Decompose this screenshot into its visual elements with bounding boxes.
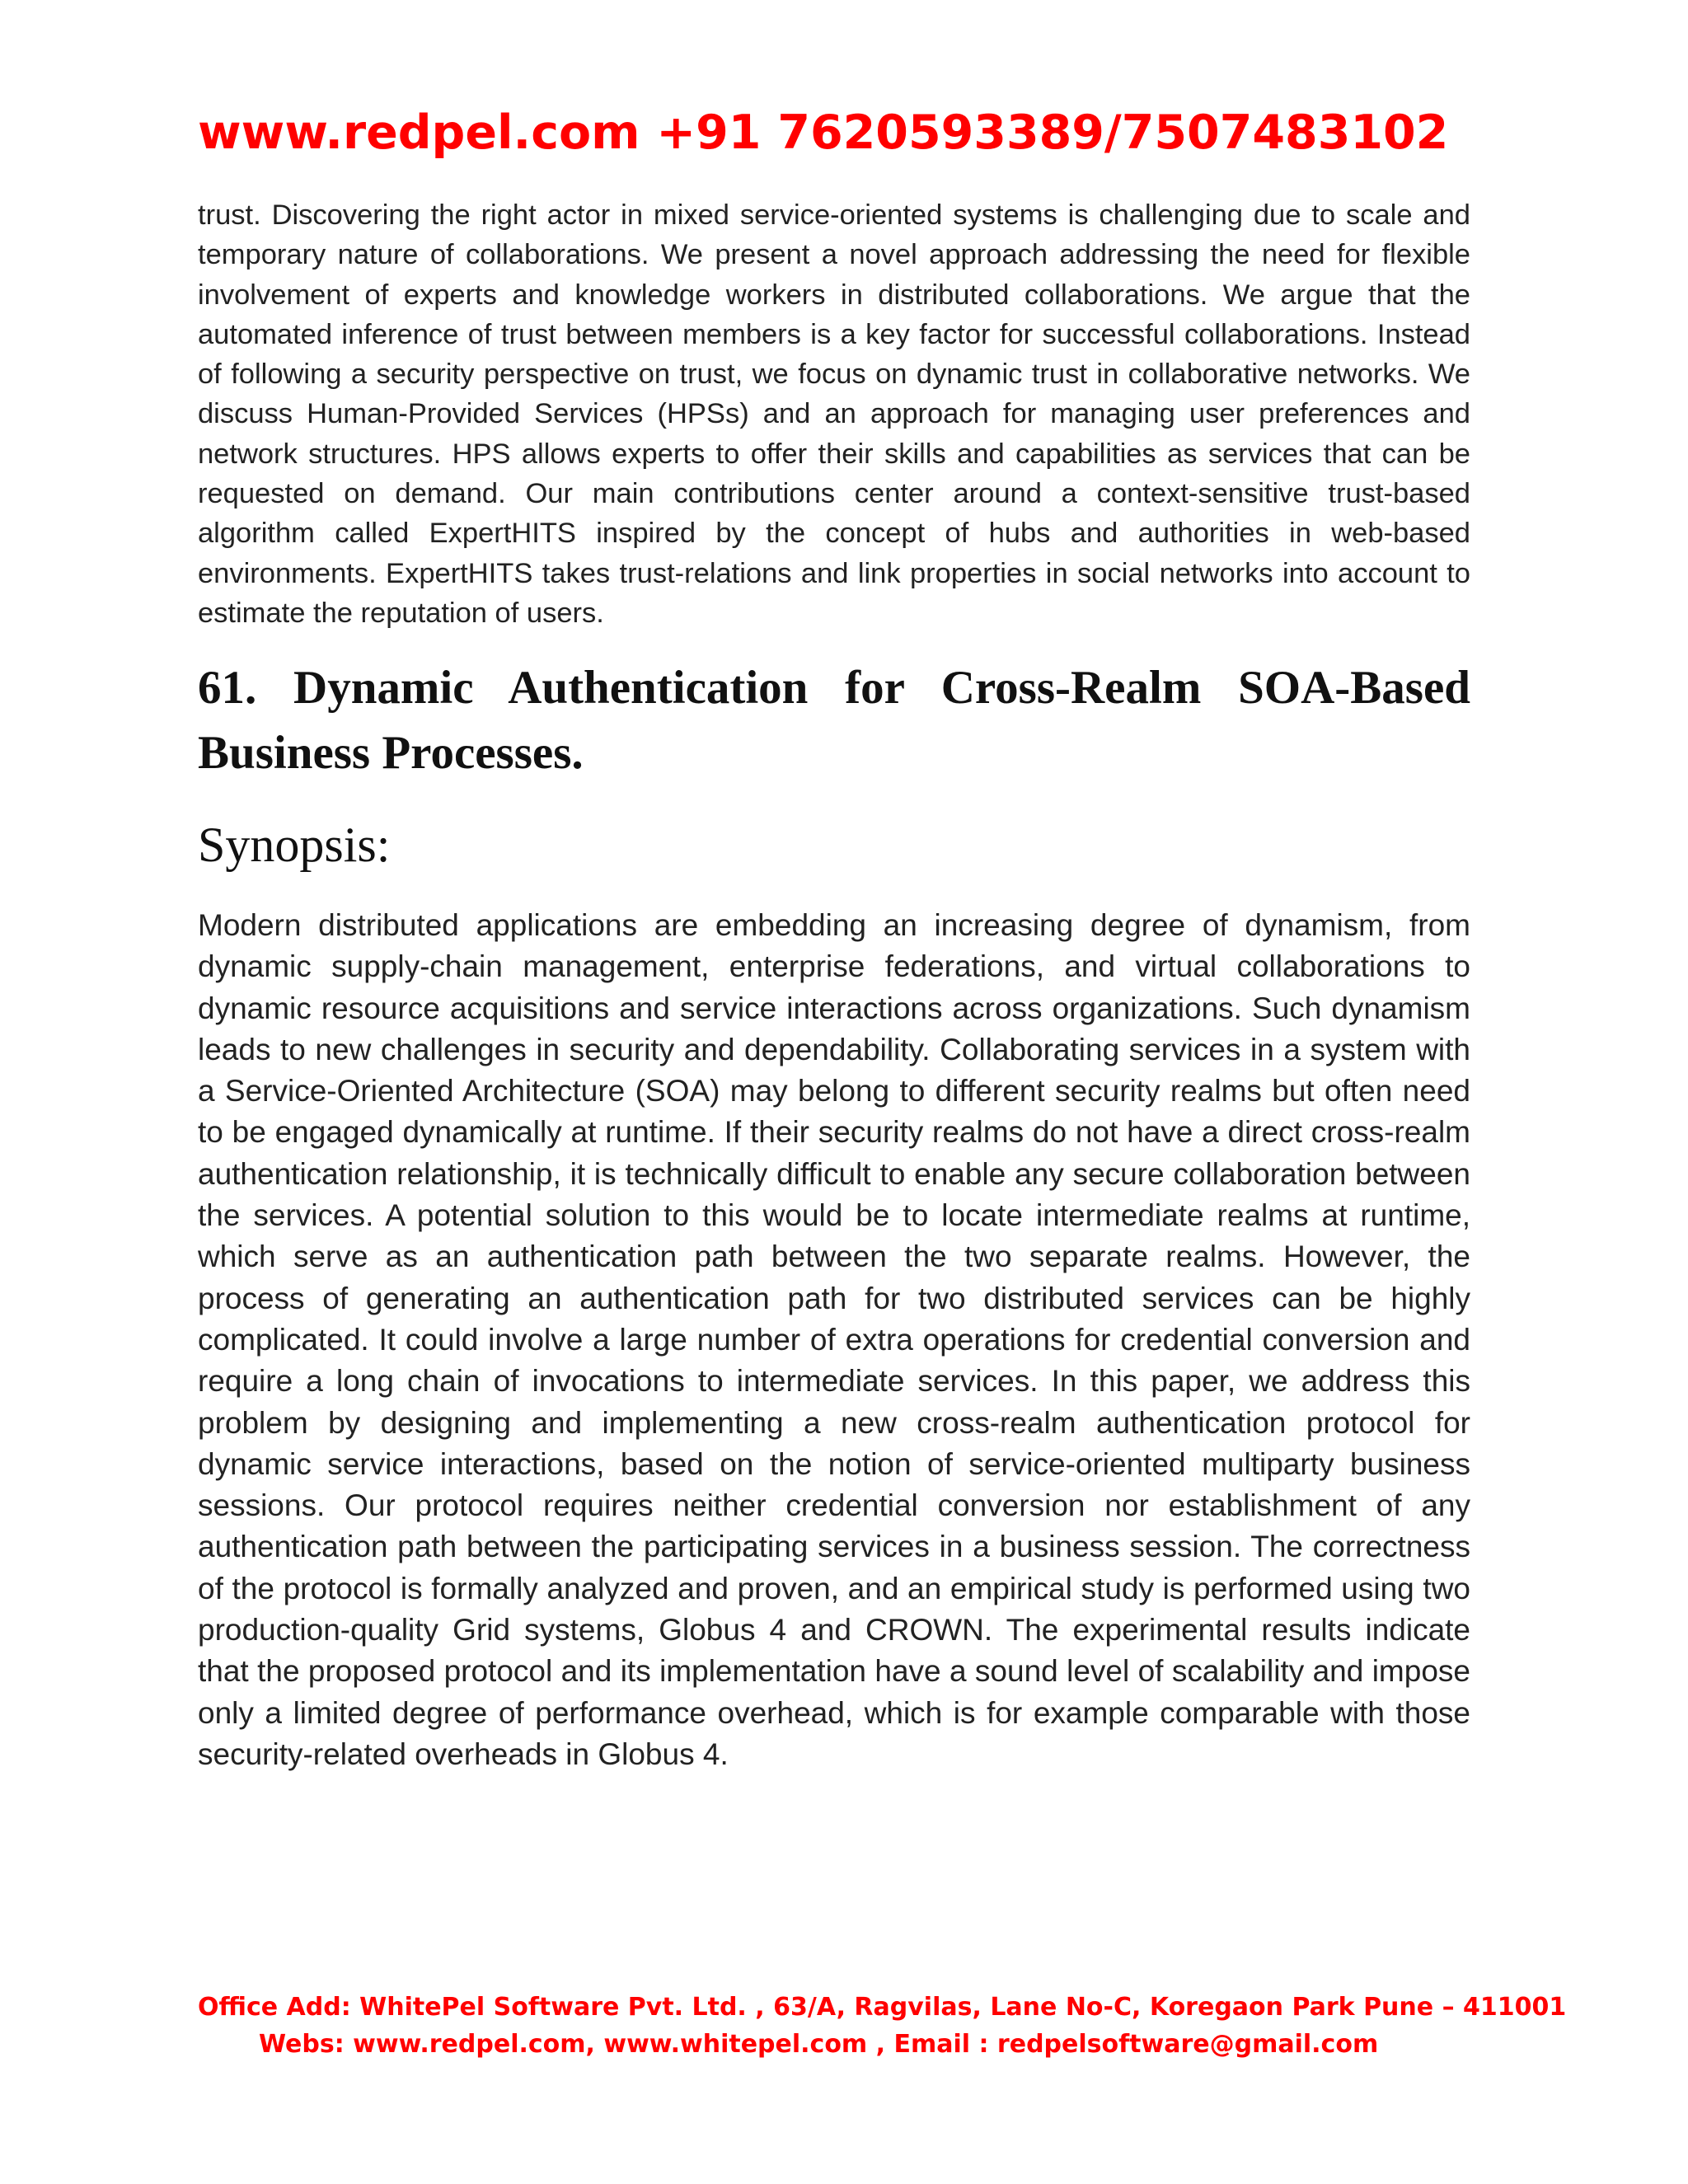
header-contact-line: www.redpel.com +91 7620593389/7507483102 bbox=[198, 105, 1449, 160]
continued-paragraph: trust. Discovering the right actor in mixed service-oriented systems is challenging due to scale and temporary nature of collaborations. We present a novel approach addressing the need for flexible involvement of experts and knowledge workers in distributed collaborations. We argue that the automated inference of trust between members is a key factor for successful collaborations. Instead of following a security perspective on trust, we focus on dynamic trust in collaborative networks. We discuss Human-Provided Services (HPSs) and an approach for managing user preferences and network structures. HPS allows experts to offer their skills and capabilities as services that can be requested on demand. Our main contributions center around a context-sensitive trust-based algorithm called ExpertHITS inspired by the concept of hubs and authorities in web-based environments. ExpertHITS takes trust-relations and link properties in social networks into account to estimate the reputation of users. bbox=[198, 199, 1470, 629]
footer-web-contact: Webs: www.redpel.com, www.whitepel.com , Email : redpelsoftware@gmail.com bbox=[259, 2030, 1379, 2059]
synopsis-heading: Synopsis: bbox=[198, 818, 391, 872]
synopsis-paragraph: Modern distributed applications are embedding an increasing degree of dynamism, from dynamic supply-chain management, enterprise federations, and virtual collaborations to dynamic resource acquisitions and service interactions across organizations. Such dynamism leads to new challenges in security and dependability. Collaborating services in a system with a Service-Oriented Architecture (SOA) may belong to different security realms but often need to be engaged dynamically at runtime. If their security realms do not have a direct cross-realm authentication relationship, it is technically difficult to enable any secure collaboration between the services. A potential solution to this would be to locate intermediate realms at runtime, which serve as an authentication path between the two separate realms. However, the process of generating an authentication path for two distributed services can be highly complicated. It could involve a large number of extra operations for credential conversion and require a long chain of invocations to intermediate services. In this paper, we address this problem by designing and implementing a new cross-realm authentication protocol for dynamic service interactions, based on the notion of service-oriented multiparty business sessions. Our protocol requires neither credential conversion nor establishment of any authentication path between the participating services in a business session. The correctness of the protocol is formally analyzed and proven, and an empirical study is performed using two production-quality Grid systems, Globus 4 and CROWN. The experimental results indicate that the proposed protocol and its implementation have a sound level of scalability and impose only a limited degree of performance overhead, which is for example comparable with those security-related overheads in Globus 4. bbox=[198, 908, 1470, 1771]
footer-office-address: Office Add: WhitePel Software Pvt. Ltd. , 63/A, Ragvilas, Lane No-C, Koregaon Park Pune – 411001 bbox=[198, 1993, 1567, 2022]
section-title: 61. Dynamic Authentication for Cross-Realm SOA-Based Business Processes. bbox=[198, 662, 1470, 779]
